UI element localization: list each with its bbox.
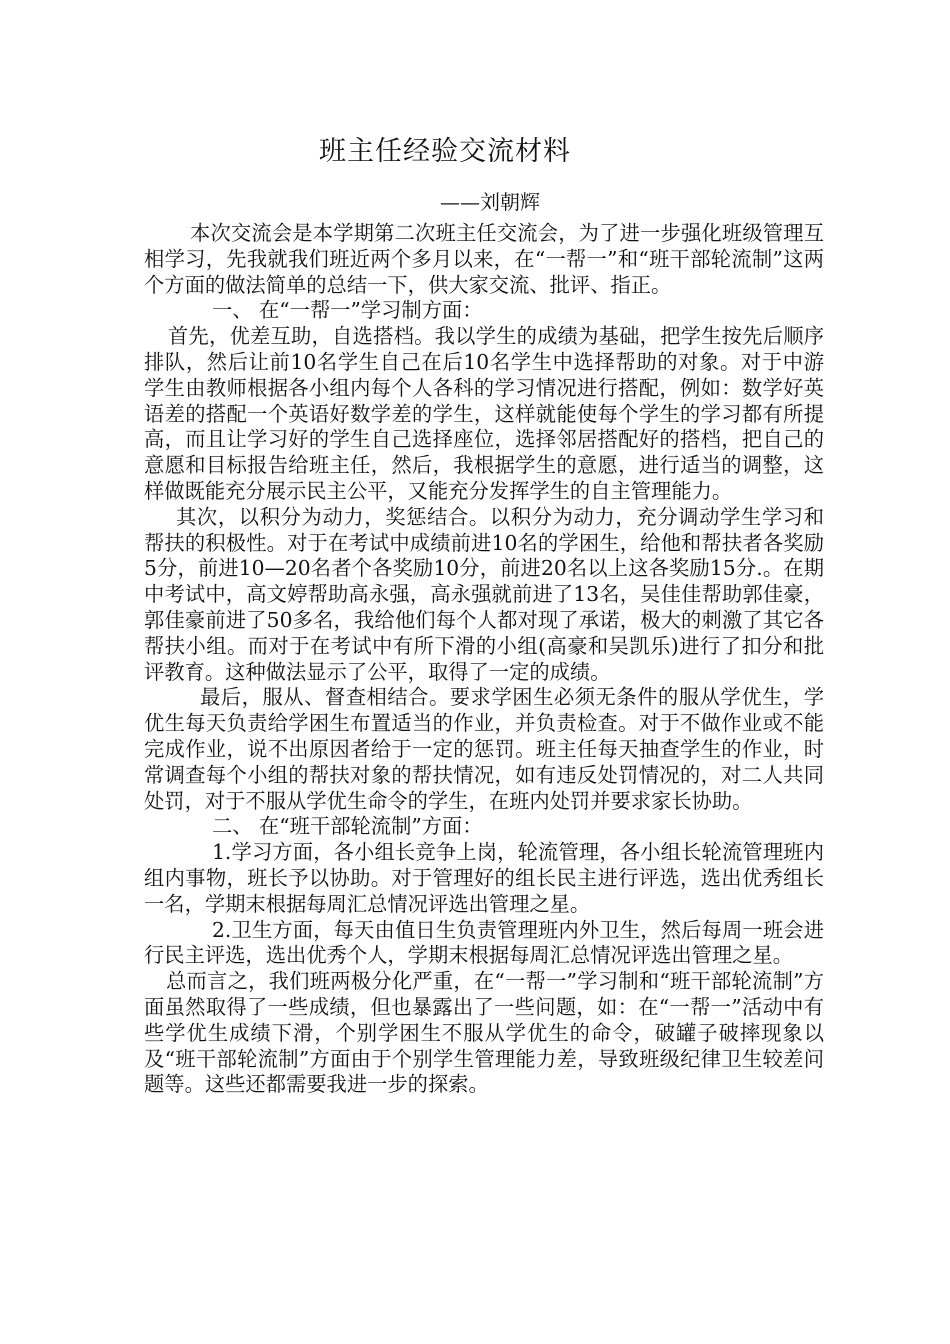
- section2-paragraph-2: 2.卫生方面，每天由值日生负责管理班内外卫生，然后每周一班会进行民主评选，选出优秀个人，学期末根据每周汇总情况评选出管理之星。: [144, 917, 824, 968]
- section1-paragraph-3: 最后，服从、督查相结合。要求学困生必须无条件的服从学优生，学优生每天负责给学困生布置适当的作业，并负责检查。对于不做作业或不能完成作业，说不出原因者给于一定的惩罚。班主任每天抽查学生的作业，时常调查每个小组的帮扶对象的帮扶情况，如有违反处罚情况的，对二人共同处罚，对于不服从学优生命令的学生，在班内处罚并要求家长协助。: [144, 685, 824, 813]
- document-author: ——刘朝辉: [440, 190, 540, 214]
- document-body: [144, 221, 824, 1098]
- section-heading-2: 二、 在“班干部轮流制”方面：: [212, 814, 483, 839]
- section2-paragraph-1: 1.学习方面，各小组长竞争上岗，轮流管理，各小组长轮流管理班内组内事物，班长予以协助。对于管理好的组长民主进行评选，选出优秀组长一名，学期末根据每周汇总情况评选出管理之星。: [144, 840, 824, 916]
- section1-paragraph-2: 其次，以积分为动力，奖惩结合。以积分为动力，充分调动学生学习和帮扶的积极性。对于在考试中成绩前进10名的学困生，给他和帮扶者各奖励5分，前进10—20名者个各奖励10分，前进20名以上这各奖励15分.。在期中考试中，高文婷帮助高永强，高永强就前进了13名，吴佳佳帮助郭佳豪，郭佳豪前进了50多名，我给他们每个人都对现了承诺，极大的刺激了其它各帮扶小组。而对于在考试中有所下滑的小组(高豪和吴凯乐)进行了扣分和批评教育。这种做法显示了公平，取得了一定的成绩。: [144, 504, 824, 684]
- document-title: 班主任经验交流材料: [319, 136, 571, 167]
- section-heading-1: 一、 在“一帮一”学习制方面：: [212, 298, 483, 323]
- section1-paragraph-1: 首先，优差互助，自选搭档。我以学生的成绩为基础，把学生按先后顺序排队，然后让前10名学生自己在后10名学生中选择帮助的对象。对于中游学生由教师根据各小组内每个人各科的学习情况进行搭配，例如：数学好英语差的搭配一个英语好数学差的学生，这样就能使每个学生的学习都有所提高，而且让学习好的学生自己选择座位，选择邻居搭配好的搭档，把自己的意愿和目标报告给班主任，然后，我根据学生的意愿，进行适当的调整，这样做既能充分展示民主公平，又能充分发挥学生的自主管理能力。: [144, 324, 824, 503]
- intro-paragraph: 本次交流会是本学期第二次班主任交流会，为了进一步强化班级管理互相学习，先我就我们班近两个多月以来，在“一帮一”和“班干部轮流制”这两个方面的做法简单的总结一下，供大家交流、批评、指正。: [144, 221, 824, 297]
- conclusion-paragraph: 总而言之，我们班两极分化严重，在“一帮一”学习制和“班干部轮流制”方面虽然取得了一些成绩，但也暴露出了一些问题，如：在“一帮一”活动中有些学优生成绩下滑，个别学困生不服从学优生的命令，破罐子破摔现象以及“班干部轮流制”方面由于个别学生管理能力差，导致班级纪律卫生较差问题等。这些还都需要我进一步的探索。: [144, 969, 824, 1097]
